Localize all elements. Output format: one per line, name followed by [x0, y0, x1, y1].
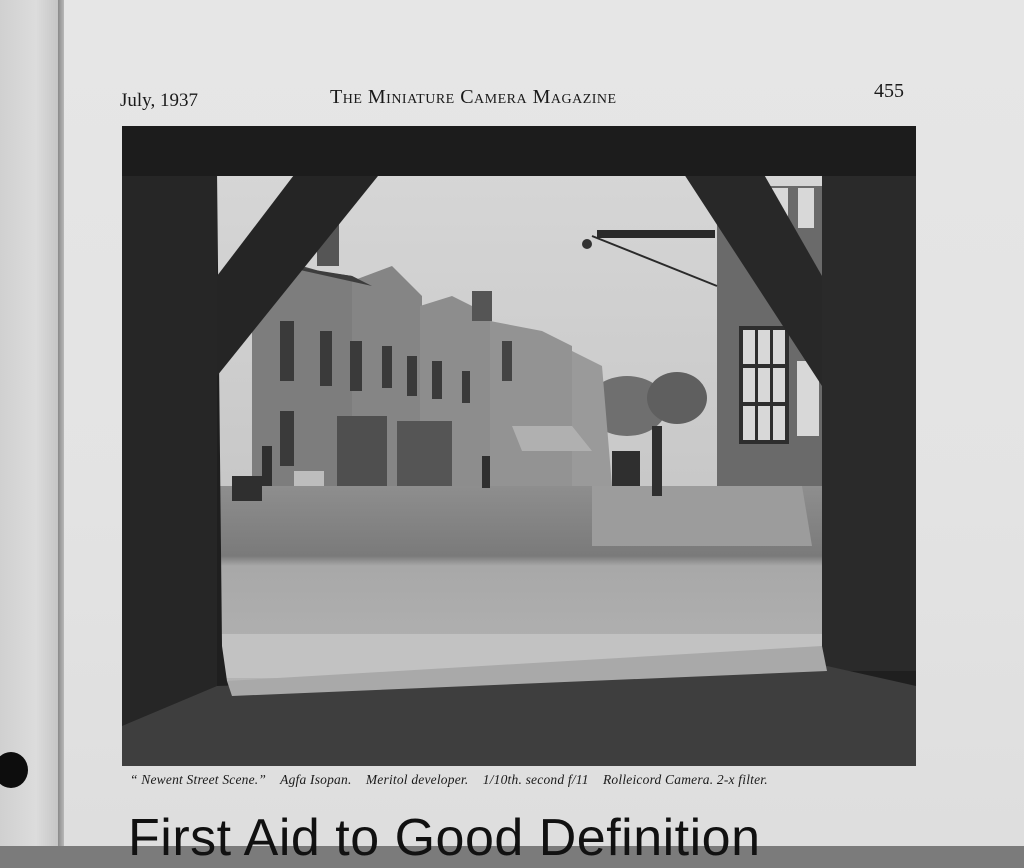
- caption-exposure: 1/10th. second f/11: [482, 772, 589, 787]
- caption-camera: Rolleicord Camera. 2-x filter.: [602, 772, 768, 787]
- photo-illustration: [122, 126, 916, 766]
- page-number: 455: [874, 80, 904, 102]
- magazine-title: The Miniature Camera Magazine: [330, 86, 617, 108]
- photo-caption: [130, 772, 990, 788]
- caption-developer: Meritol developer.: [365, 772, 469, 787]
- binding-hole: [0, 752, 28, 788]
- caption-film: Agfa Isopan.: [280, 772, 352, 787]
- street-scene-photograph: [122, 126, 916, 766]
- magazine-page: [64, 0, 1024, 867]
- issue-date: July, 1937: [120, 90, 198, 111]
- caption-title: “ Newent Street Scene.”: [130, 772, 267, 787]
- article-headline: First Aid to Good Definition: [128, 809, 761, 867]
- facing-page-edge: [0, 0, 60, 846]
- running-header: [64, 80, 1024, 120]
